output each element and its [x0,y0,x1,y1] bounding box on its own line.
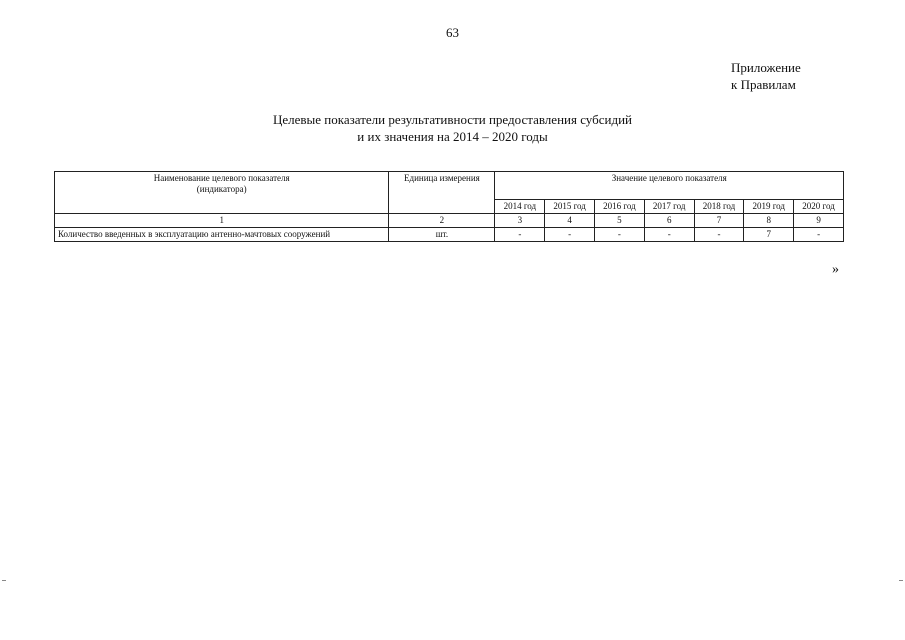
title-line-1: Целевые показатели результативности предоставления субсидий [272,112,633,127]
header-year: 2017 год [644,200,694,214]
unit-cell: шт. [389,228,495,242]
table-row [55,228,844,242]
indicators-table [54,171,844,242]
value-cell: - [794,228,844,242]
column-number: 3 [495,214,545,228]
column-number: 8 [744,214,794,228]
indicator-name-cell: Количество введенных в эксплуатацию антенно-мачтовых сооружений [55,228,389,242]
header-indicator-name-line-2: (индикатора) [196,184,247,194]
title-line-2: и их значения на 2014 – 2020 годы [357,129,548,144]
column-number: 9 [794,214,844,228]
header-year: 2020 год [794,200,844,214]
header-indicator-name [55,172,389,214]
column-number-row [55,214,844,228]
appendix-line-2: к Правилам [731,77,796,92]
appendix-label [731,59,891,93]
header-unit: Единица измерения [389,172,495,214]
column-number: 1 [55,214,389,228]
header-year: 2016 год [595,200,645,214]
value-cell: - [595,228,645,242]
value-cell: 7 [744,228,794,242]
document-title [160,111,745,145]
column-number: 5 [595,214,645,228]
closing-quote: » [832,262,839,277]
header-year: 2019 год [744,200,794,214]
appendix-line-1: Приложение [731,60,801,75]
column-number: 7 [694,214,744,228]
table-header-row [55,172,844,200]
scan-edge-mark-right [899,580,903,581]
column-number: 4 [545,214,595,228]
value-cell: - [495,228,545,242]
page-number: 63 [446,25,459,40]
header-indicator-name-line-1: Наименование целевого показателя [153,173,290,183]
scan-edge-mark-left [2,580,6,581]
column-number: 6 [644,214,694,228]
header-year: 2018 год [694,200,744,214]
value-cell: - [644,228,694,242]
header-year: 2015 год [545,200,595,214]
column-number: 2 [389,214,495,228]
value-cell: - [694,228,744,242]
value-cell: - [545,228,595,242]
header-target-value: Значение целевого показателя [495,172,844,200]
header-year: 2014 год [495,200,545,214]
